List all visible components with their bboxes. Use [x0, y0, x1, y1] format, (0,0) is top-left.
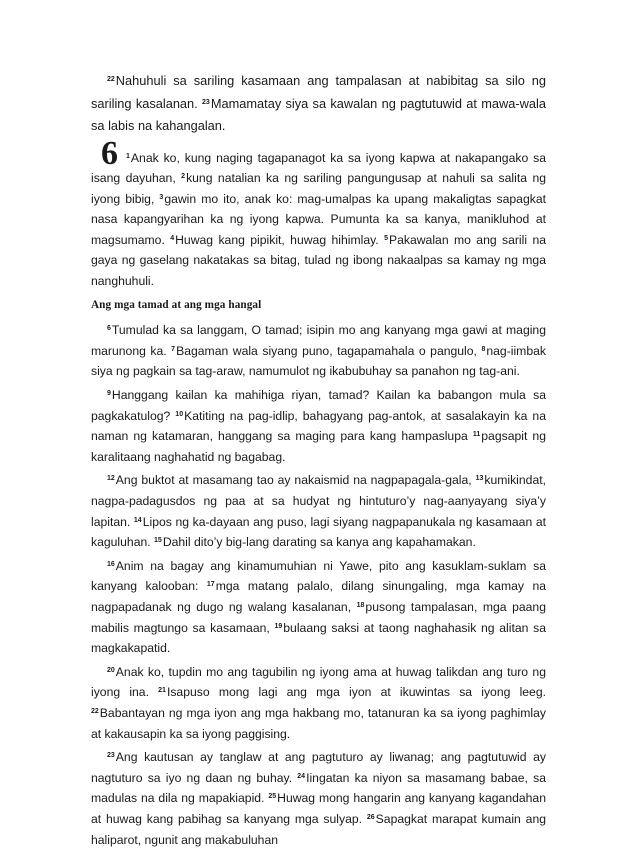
verse-number: 5 [384, 234, 388, 242]
verse-number: 11 [472, 431, 481, 439]
verse-number: 9 [107, 390, 111, 398]
verse-number: 21 [158, 687, 166, 695]
verse-number: 6 [107, 325, 111, 333]
verse-number: 26 [366, 813, 375, 821]
verse-text: Tumulad ka sa langgam, O tamad; isipin mo ang kanyang mga gawi at maging marunong ka. [91, 323, 546, 358]
verse-number: 23 [202, 98, 210, 106]
verse-number: 13 [475, 475, 484, 483]
verse-number: 23 [107, 752, 115, 760]
verse-number: 8 [481, 345, 486, 353]
verse-number: 18 [356, 601, 365, 609]
verse-number: 22 [107, 76, 115, 83]
verse-text: kung natalian ka ng sariling pangungusap at nahuli sa salita ng iyong bibig, [91, 171, 546, 206]
paragraph [91, 385, 546, 467]
verse-number: 1 [126, 152, 130, 160]
verse-text: Anak ko, tupdin mo ang tagubilin ng iyong ama at huwag talikdan ang turo ng iyong ina. [91, 664, 546, 700]
verse-text: pusong tampalasan, mga paang mabilis magtungo sa kasamaan, [91, 599, 546, 635]
verse-text: Huwag mong hangarin ang kanyang kagandahan at huwag kang pabihag sa kanyang mga sulyap. [91, 791, 546, 826]
verse-number: 17 [206, 581, 215, 589]
paragraph [91, 470, 546, 552]
verse-text: Katiting na pag-idlip, bahagyang pag-antok, at sasalakayin ka na naman ng katamaran, hanggang sa maging para kang hampaslupa [91, 408, 546, 444]
verse-number: 25 [268, 793, 277, 801]
verse-text: Hanggang kailan ka mahihiga riyan, tamad? Kailan ka babangon mula sa pagkakatulog? [91, 388, 546, 423]
verse-number: 16 [107, 560, 115, 568]
verse-text: kumikindat, nagpa-padagusdos ng paa at sa hudyat ng hintuturo’y nag-aanyayang siya’y lapitan. [91, 473, 546, 529]
body-text [91, 70, 546, 853]
chapter-opening-paragraph [91, 134, 546, 292]
verse-text: Ang buktot at masamang tao ay nakaismid na nagpapagala-gala, [115, 473, 476, 488]
verse-number: 7 [171, 345, 176, 353]
verse-number: 15 [154, 537, 162, 545]
verse-text: Mamamatay siya sa kawalan ng pagtutuwid at mawa-wala sa labis na kahangalan. [91, 95, 546, 133]
verse-text: Lipos ng ka-dayaan ang puso, lagi siyang nagpapanukala ng kasamaan at kaguluhan. [91, 514, 546, 550]
verse-number: 10 [175, 410, 184, 418]
paragraph [91, 662, 546, 744]
verse-text: nag-iimbak siya ng pagkain sa tag-araw, namumulot ng ikabubuhay sa panahon ng tag-ani. [91, 343, 546, 379]
verse-text: Anak ko, kung naging tagapanagot ka sa iyong kapwa at nakapangako sa isang dayuhan, [91, 150, 546, 186]
verse-text: Anim na bagay ang kinamumuhian ni Yawe, pito ang kasuklam-suklam sa kanyang kalooban: [91, 558, 546, 594]
verse-text: Bagaman wala siyang puno, tagapamahala o pangulo, [176, 343, 482, 358]
verse-text: mga matang palalo, dilang sinungaling, mga kamay na nagpapadanak ng dugo ng walang kasalanan, [91, 579, 546, 614]
verse-number: 22 [91, 707, 99, 715]
verse-number: 24 [297, 772, 306, 780]
verse-text: Isapuso mong lagi ang mga iyon at ikuwintas sa iyong leeg. [166, 685, 546, 700]
verse-text: Babantayan ng mga iyon ang mga hakbang mo, tatanuran ka sa iyong paghimlay at kakausapin ka sa iyong paggising. [91, 705, 546, 741]
section-heading: Ang mga tamad at ang mga hangal [91, 298, 262, 311]
verse-text: Dahil dito’y big-lang darating sa kanya ang kapahamakan. [162, 535, 476, 550]
verse-text: Pakawalan mo ang sarili na gaya ng gaselang nakatakas sa bitag, tulad ng ibong nakaalpas sa kamay ng mga nanghuhuli. [91, 232, 546, 289]
verse-number: 12 [107, 475, 115, 483]
verse-text: Iingatan ka niyon sa masamang babae, sa madulas na dila ng mapakiapid. [91, 770, 546, 806]
verse-text: gawin mo ito, anak ko: mag-umalpas ka upang makaligtas sapagkat nasa kapangyarihan ka ng iyong kapwa. Pumunta ka sa kanya, manikluhod at magsumamo. [91, 191, 546, 247]
verse-text: pagsapit ng karalitaang naghahatid ng bagabag. [91, 429, 546, 464]
verse-number: 14 [133, 516, 142, 524]
intro-paragraph [91, 70, 546, 138]
paragraph [91, 747, 546, 850]
paragraph [91, 320, 546, 382]
chapter-number: 6 [101, 134, 118, 172]
verse-number: 19 [274, 622, 283, 630]
verse-number: 3 [159, 193, 164, 201]
verse-text: Ang kautusan ay tanglaw at ang pagtuturo ay liwanag; ang pagtutuwid ay nagtuturo sa iyo ng daan ng buhay. [91, 750, 546, 785]
verse-text: Nahuhuli sa sariling kasamaan ang tampalasan at nabibitag sa silo ng sariling kasalanan. [91, 73, 546, 111]
verse-number: 4 [170, 234, 175, 242]
verse-number: 2 [181, 173, 186, 181]
verse-text: Sapagkat marapat kumain ang haliparot, ngunit ang makabuluhan [91, 811, 546, 847]
verse-text: Huwag kang pipikit, huwag hihimlay. [175, 232, 385, 247]
verse-text: bulaang saksi at taong naghahasik ng alitan sa magkakapatid. [91, 620, 546, 656]
paragraph [91, 556, 546, 659]
verse-number: 20 [107, 666, 115, 674]
